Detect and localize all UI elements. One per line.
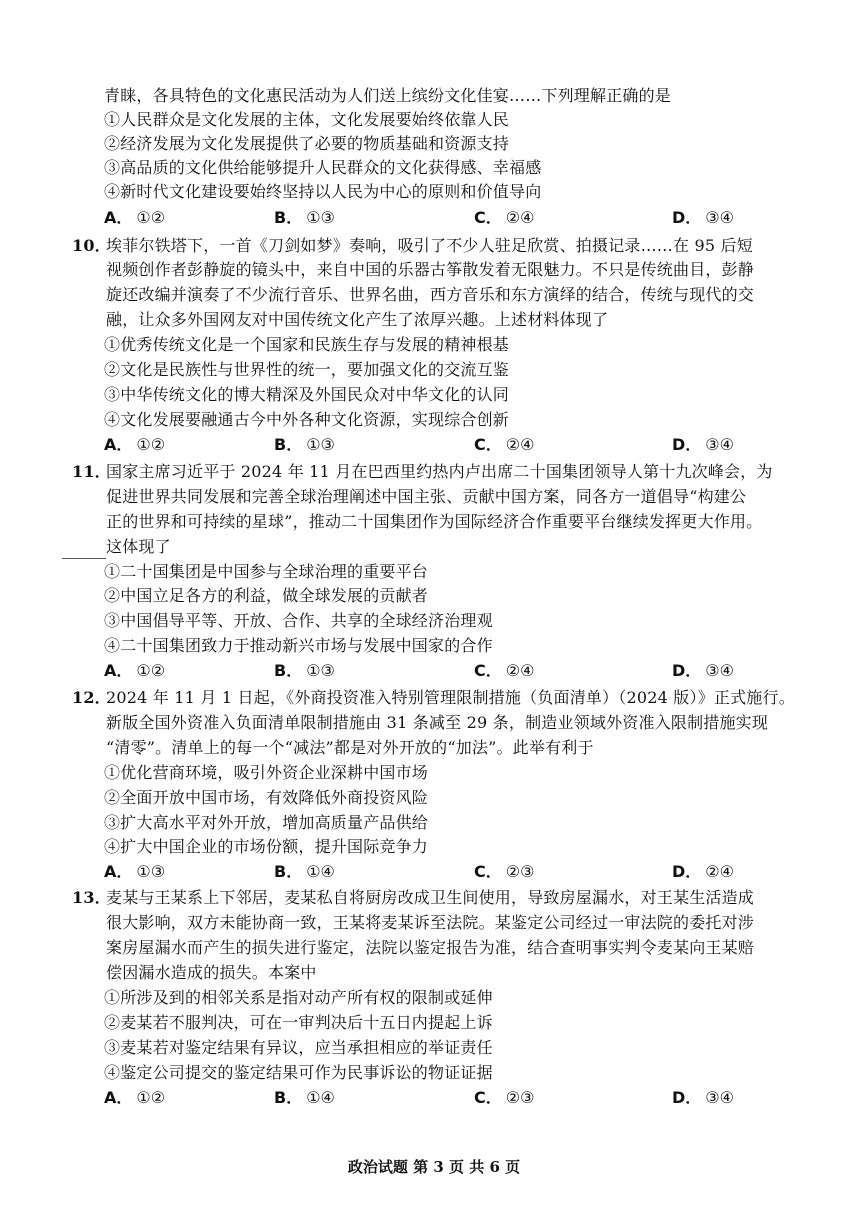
q12-item-2: ②全面开放中国市场，有效降低外商投资风险: [104, 788, 429, 807]
q10-stem-line-3: 旋还改编并演奏了不少流行音乐、世界名曲，西方音乐和东方演绎的结合，传统与现代的交: [106, 285, 755, 304]
q12-option-a: A． ①③: [104, 862, 166, 881]
q13-item-3: ③麦某若对鉴定结果有异议，应当承担相应的举证责任: [104, 1038, 493, 1057]
q13-stem-line-1: 麦某与王某系上下邻居，麦某私自将厨房改成卫生间使用，导致房屋漏水，对王某生活造成: [106, 888, 755, 907]
q13-option-c: C． ②③: [474, 1088, 535, 1107]
page-footer: 政治试题 第 3 页 共 6 页: [347, 1158, 521, 1176]
q12-item-3: ③扩大高水平对外开放，增加高质量产品供给: [104, 813, 429, 832]
q9-item-4: ④新时代文化建设要始终坚持以人民为中心的原则和价值导向: [104, 182, 542, 201]
q11-option-b: B． ①③: [274, 661, 335, 680]
q13-stem-line-4: 偿因漏水造成的损失。本案中: [106, 963, 317, 982]
q10-item-4: ④文化发展要融通古今中外各种文化资源，实现综合创新: [104, 410, 510, 429]
q10-option-b: B． ①③: [274, 435, 335, 454]
q9-item-2: ②经济发展为文化发展提供了必要的物质基础和资源支持: [104, 134, 510, 153]
q9-option-b: B． ①③: [274, 208, 335, 227]
q10-item-1: ①优秀传统文化是一个国家和民族生存与发展的精神根基: [104, 335, 510, 354]
q12-item-1: ①优化营商环境，吸引外资企业深耕中国市场: [104, 763, 429, 782]
margin-line-mark: [62, 558, 106, 559]
q11-option-d: D． ③④: [672, 661, 734, 680]
q11-item-3: ③中国倡导平等、开放、合作、共享的全球经济治理观: [104, 611, 493, 630]
q13-item-2: ②麦某若不服判决，可在一审判决后十五日内提起上诉: [104, 1013, 493, 1032]
q11-item-4: ④二十国集团致力于推动新兴市场与发展中国家的合作: [104, 636, 493, 655]
q11-option-a: A． ①②: [104, 661, 166, 680]
q13-option-b: B． ①④: [274, 1088, 335, 1107]
q9-item-1: ①人民群众是文化发展的主体，文化发展要始终依靠人民: [104, 110, 510, 129]
q9-option-c: C． ②④: [474, 208, 535, 227]
q10-option-d: D． ③④: [672, 435, 734, 454]
q13-option-d: D． ③④: [672, 1088, 734, 1107]
q9-option-a: A． ①②: [104, 208, 166, 227]
q13-number: 13．: [72, 888, 111, 907]
q12-option-d: D． ②④: [672, 862, 734, 881]
q12-number: 12．: [72, 688, 111, 707]
q11-item-2: ②中国立足各方的利益，做全球发展的贡献者: [104, 586, 429, 605]
q11-item-1: ①二十国集团是中国参与全球治理的重要平台: [104, 562, 429, 581]
q9-item-3: ③高品质的文化供给能够提升人民群众的文化获得感、幸福感: [104, 158, 542, 177]
q10-item-2: ②文化是民族性与世界性的统一，要加强文化的交流互鉴: [104, 360, 510, 379]
q9-option-d: D． ③④: [672, 208, 734, 227]
q10-option-a: A． ①②: [104, 435, 166, 454]
q13-option-a: A． ①②: [104, 1088, 166, 1107]
q12-stem-line-3: “清零”。清单上的每一个“减法”都是对外开放的“加法”。此举有利于: [106, 738, 594, 757]
q11-number: 11．: [72, 462, 111, 481]
q11-stem-line-4: 这体现了: [106, 537, 171, 556]
q10-stem-line-1: 埃菲尔铁塔下，一首《刀剑如梦》奏响，吸引了不少人驻足欣赏、拍摄记录……在 95 后短: [106, 236, 753, 255]
q12-option-b: B． ①④: [274, 862, 335, 881]
q12-stem-line-2: 新版全国外资准入负面清单限制措施由 31 条减至 29 条，制造业领域外资准入限制措施实现: [106, 713, 769, 732]
q13-stem-line-2: 很大影响，双方未能协商一致，王某将麦某诉至法院。某鉴定公司经过一审法院的委托对涉: [106, 913, 755, 932]
q12-stem-line-1: 2024 年 11 月 1 日起，《外商投资准入特别管理限制措施（负面清单）（2024 版）》正式施行。: [106, 688, 795, 707]
q13-item-4: ④鉴定公司提交的鉴定结果可作为民事诉讼的物证证据: [104, 1063, 493, 1082]
q10-stem-line-2: 视频创作者彭静旋的镜头中，来自中国的乐器古筝散发着无限魅力。不只是传统曲目，彭静: [106, 260, 755, 279]
q12-option-c: C． ②③: [474, 862, 535, 881]
q11-option-c: C． ②④: [474, 661, 535, 680]
q10-stem-line-4: 融，让众多外国网友对中国传统文化产生了浓厚兴趣。上述材料体现了: [106, 310, 609, 329]
q12-item-4: ④扩大中国企业的市场份额，提升国际竞争力: [104, 837, 429, 856]
q10-item-3: ③中华传统文化的博大精深及外国民众对中华文化的认同: [104, 385, 510, 404]
q10-number: 10．: [72, 236, 111, 255]
q11-stem-line-1: 国家主席习近平于 2024 年 11 月在巴西里约热内卢出席二十国集团领导人第十九次峰会，为: [106, 462, 773, 481]
q13-stem-line-3: 案房屋漏水而产生的损失进行鉴定，法院以鉴定报告为准，结合查明事实判令麦某向王某赔: [106, 938, 755, 957]
q9-stem-line-1: 青睐，各具特色的文化惠民活动为人们送上缤纷文化佳宴……下列理解正确的是: [104, 86, 672, 105]
q11-stem-line-2: 促进世界共同发展和完善全球治理阐述中国主张、贡献中国方案，同各方一道倡导“构建公: [106, 487, 747, 506]
q11-stem-line-3: 正的世界和可持续的星球”，推动二十国集团作为国际经济合作重要平台继续发挥更大作用。: [106, 512, 763, 531]
q13-item-1: ①所涉及到的相邻关系是指对动产所有权的限制或延伸: [104, 988, 493, 1007]
q10-option-c: C． ②④: [474, 435, 535, 454]
